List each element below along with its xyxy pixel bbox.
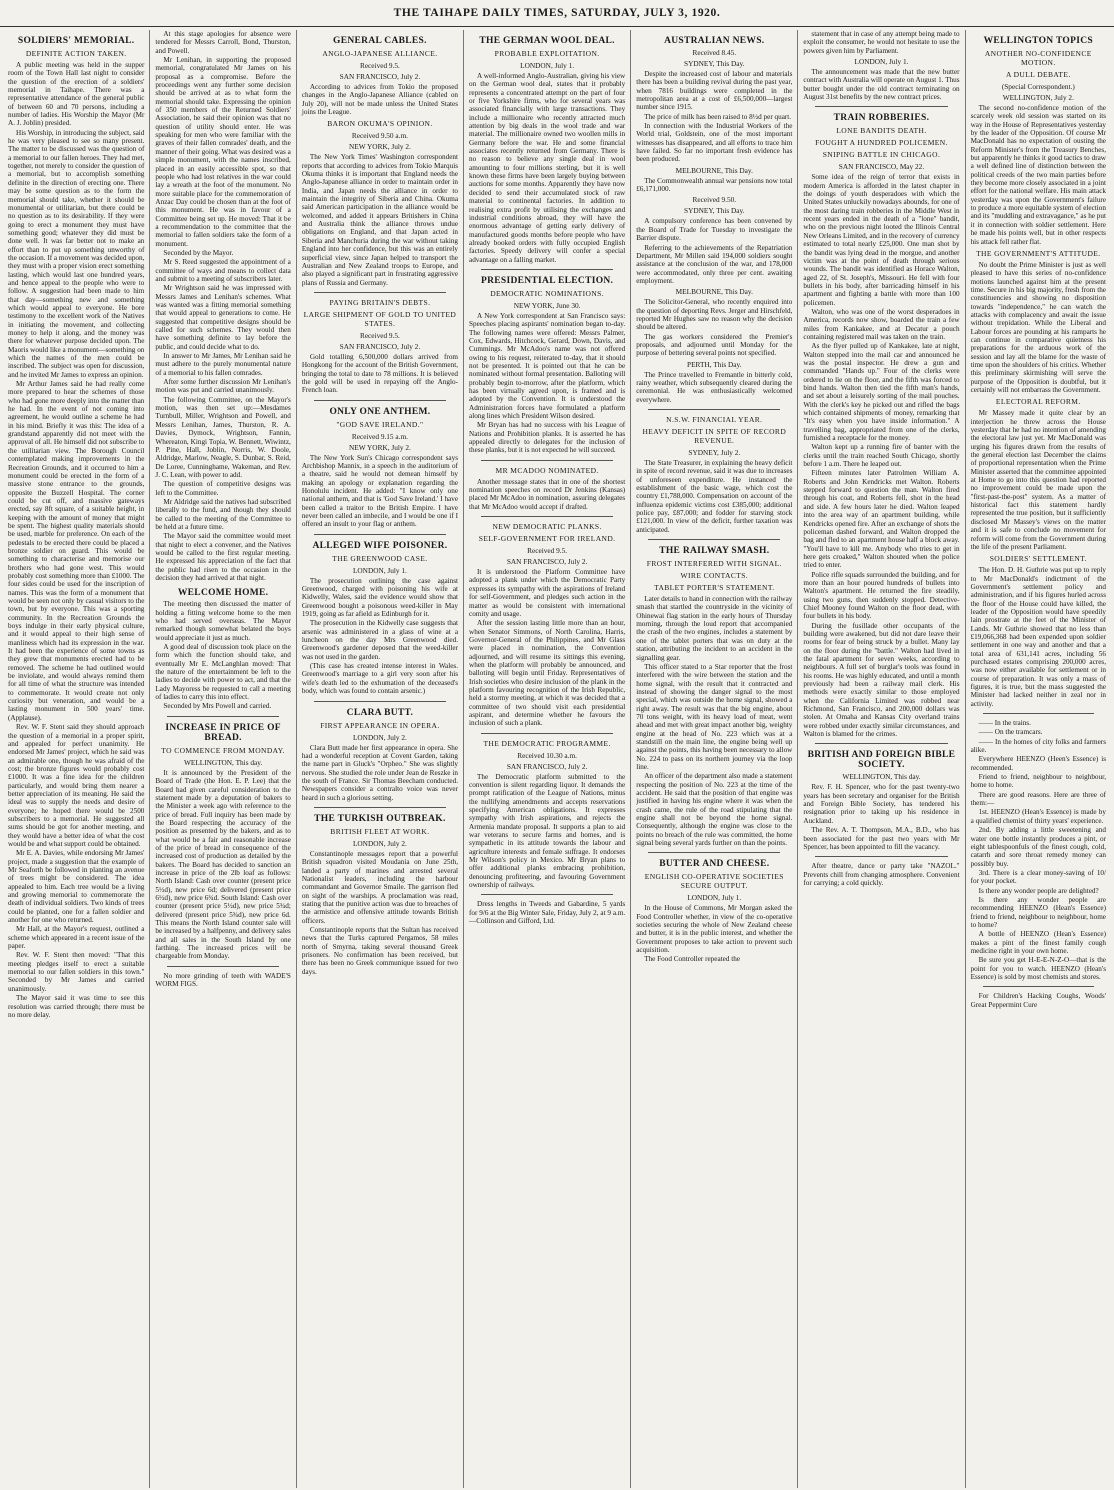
article-headline: BRITISH AND FOREIGN BIBLE SOCIETY. — [807, 750, 956, 771]
column-3 — [296, 30, 463, 1488]
article-paragraph: 3rd. There is a clear money-saving of 10/ for your pocket. — [970, 868, 1106, 886]
article-headline: THE RAILWAY SMASH. — [659, 546, 770, 557]
article-dateline: Received 9.5. — [359, 61, 400, 70]
article-paragraph: It is understood the Platform Committee have adopted a plank under which the Democratic Party expresses its sympathy with the aspirations of Ireland for self-Government, and pledges such action in the matter as would be consistent with international comity and usage. — [469, 568, 626, 618]
article-paragraph: This officer stated to a Star reporter that the frost interfered with the wire between the station and the home signal, with the result that it contracted and instead of showing the danger signal to the most special, which was outside the home signal, showed a right away. The result was that the big engine, about 70 tons weight, with its heavy load of meat, went ahead and met with great impact another big, weighty engine at the head of No. 223 which was at a standstill on the main line, the engine being well up against the points, this having been necessary to allow No. 224 to pass on its northern journey via the loop line. — [636, 662, 793, 771]
column-rule — [815, 856, 947, 857]
article-paragraph: Mr Arthur James said he had really come more prepared to hear the schemes of those who had gone more deeply into the matter than he had. In the event of not coming into agreement, he would outline a scheme he had in his mind. Briefly it was this: The idea of a grandstand apparently did not meet with the approval of all. He himself did not subscribe to the utilitarian view. The Borough Council contemplated making improvements in the Recreation Grounds, and it occurred to him a monument could be erected in the form of a massive stone entrance to the grounds, opposite the Buzzell Hospital. The corner could be cut off, and massive gateways erected, say 8ft square, of a suitable height, in keeping with the amount of money that might be spent. The highest quality materials should be used, marble for preference. On each of the pedestals to be erected there could be placed a bronze soldier on guard. This would be something to characterise and memorise our brothers who had gone west. This would probably cost something more than £1000. The four sides could be used for the inscription of names. This was the form of a monument that would be seen not only by casual visitors to the town, but by everyone. This was a sporting community. In the Recreation Grounds the boys indulge in their early physical culture, and it would appeal to their high sense of manliness which had its expression in the war. It had been the experience of some towns as they grew that monuments erected had to be removed. The scheme he had outlined would be inviolate, and would always remind them for all time of what the structure was intended to commemorate. It would create not only curiosity but veneration, and would be a lasting monument in 500 years' time. (Applause). — [8, 380, 145, 722]
article-subheading: ANOTHER NO-CONFIDENCE MOTION. — [984, 49, 1092, 67]
article-paragraph: 2nd. By adding a little sweetening and water one bottle instantly produces a pint, or eight tablespoonfuls of the finest cough, cold, catarrh and sore throat remedy money can possibly buy. — [970, 826, 1106, 868]
column-2 — [149, 30, 295, 1488]
article-subheading: MR MCADOO NOMINATED. — [495, 465, 599, 475]
article-subheading: TABLET PORTER'S STATEMENT. — [654, 583, 775, 593]
article-paragraph: Mr Massey made it quite clear by an interjection he threw across the House yesterday that he had no intention of amending the electoral law just yet. Mr MacDonald was urging his figures drawn from the results of the general election last December the claims of proportional representation when the Prime Minister asserted that the committee appointed at Home to go into this question had reported no improvement could be made upon the "first-past-the-post" system. As a matter of historical fact this statement hardly represented the true position, but it sufficiently disclosed Mr Massey's views on the matter and it is safe to conclude no movement for reform will come from the Government during the life of the present Parliament. — [970, 409, 1106, 551]
article-dateline: MELBOURNE, This Day. — [675, 165, 753, 175]
article-paragraph: Some idea of the reign of terror that exists in modern America is afforded in the latest chapter in the doings of youth desperadoes with which the United States unluckily nowadays abounds, for one of the most daring train robberies in the Middle West in recent years ended in the death of a "lone" bandit, who on the previous night looted the Illinois Central New Orleans Limited, and in the recovery of currency estimated to total nearly £25,000. One man shot by the bandit was lying dead in the morgue, and another victim was at the point of death through serious wounds. The bandit was identified as Horace Walton, aged 22, of St. Joseph's, Missouri. He fell with four bullets in his body, after barricading himself in his apartment and fighting a battle with more than 100 policemen. — [803, 173, 960, 307]
column-rule — [481, 733, 613, 734]
article-subheading: "GOD SAVE IRELAND." — [336, 419, 424, 429]
article-headline: WELCOME HOME. — [177, 588, 269, 599]
article-dateline: LONDON, July 1. — [687, 893, 742, 903]
article-dateline: SYDNEY, July 2. — [688, 448, 741, 457]
article-paragraph: After some further discussion Mr Lenihan's motion was put and carried unanimously. — [155, 378, 291, 395]
column-rule — [481, 460, 613, 461]
article-subheading: SELF-GOVERNMENT FOR IRELAND. — [478, 534, 616, 544]
article-dateline: WELLINGTON, This day. — [842, 772, 921, 782]
column-rule — [314, 292, 446, 293]
article-subheading: TO COMMENCE FROM MONDAY. — [161, 745, 285, 755]
article-paragraph: Seconded by the Mayor. — [163, 248, 234, 257]
article-paragraph: The prosecution outlining the case against Greenwood, charged with poisoning his wife at Kidwelly, Wales, said the evidence would show that Greenwood bought a poisonous weed-killer in May 1919, going as far afield as Edinburgh for it. — [301, 576, 459, 619]
article-paragraph: A well-informed Anglo-Australian, giving his view on the German wool deal, states that it probably represents a concentrated attempt on the part of four or five Yorkshire firms, who for several years was associated financially with large transactions. They include a millionaire who recently attracted much attention by big deals in the wool trade and war material. The millionaire owned two woollen mills in Germany before the war. He and some financial associates recently returned from Germany. There is no reason to believe any single deal in wool amounting to four millions sterling, but it is well known these firms have been largely buying between auctions for some months. Apparently they have now decided to send their accumulated stock of raw material to continental factories. In addition to realising extra profit by utilising the exchanges and industrial conditions abroad, they will have the enormous advantage of getting early delivery of manufactured goods months before people who have already booked orders with fully occupied English factories. Speedy delivery will confer a special advantage on a falling market. — [469, 72, 626, 264]
article-paragraph: His Worship, in introducing the subject, said he was very pleased to see so many present. The matter to be discussed was the question of a memorial to our fallen heroes. They had met, together, not merely to consider the question of a memorial, but to accomplish something definite in the direction of erecting one. There may be some question as to the form the memorial should take, whether it should be monumental or utilitarian, but there could be no question as to its desirability. If they were going to erect a monument they must have something good; whatever they did must be done well. It was far better not to make an effort than to put up something unworthy of the occasion. If a movement was decided upon, they must with a proper vision erect something lasting, which would last one hundred years, and hence appeal to the people who were to follow. A suggestion had been made to him that day—something new and something which would appeal to everyone. He bore testimony to the excellent work of the Natives in initiating the movement, and collecting money to help it along, and the money was there for whatever purpose decided upon. The Maoris would like a monument—something on which the names of the men could be inscribed. The subject was open for discussion, and he invited Mr James to express an opinion. — [8, 128, 145, 379]
article-paragraph: —— In the trains. — [978, 719, 1031, 728]
article-paragraph: Walton kept up a running fire of banter with the clerks until the train reached South Chicago, shortly before 1 a.m. There he leaped out. — [803, 443, 960, 469]
article-paragraph: (This case has created intense interest in Wales. Greenwood's marriage to a girl very soon after his wife's death led to the exhumation of the deceased's body, which was found to contain arsenic.) — [301, 662, 459, 696]
article-paragraph: Seconded by Mrs Powell and carried. — [163, 702, 272, 711]
article-subheading: THE GREENWOOD CASE. — [332, 553, 428, 563]
article-dateline: SYDNEY, This Day. — [684, 206, 745, 216]
article-dateline: LONDON, July 1. — [854, 57, 909, 67]
article-paragraph: A good deal of discussion took place on the form which the function should take, and eventually Mr E. McLanghlan moved: That the nature of the entertainment be left to the ladies to decide with power to act, and that the Lady Mayoress be requested to call a meeting of ladies to carry this into effect. — [155, 643, 291, 702]
article-subheading: DEFINITE ACTION TAKEN. — [25, 49, 127, 58]
article-headline: AUSTRALIAN NEWS. — [664, 36, 765, 46]
article-dateline: LONDON, July 2. — [352, 732, 407, 742]
column-rule — [167, 716, 278, 717]
article-paragraph: Mr Bryan has had no success with his League of Nations and Prohibition planks. It is asserted he has appealed directly to delegates for the inclusion of these planks, but it is not expected he will succeed. — [469, 421, 626, 455]
article-headline: ALLEGED WIFE POISONER. — [312, 540, 448, 551]
article-paragraph: No doubt the Prime Minister is just as well pleased to have this series of no-confidence motions launched against him at the present time. Secure in his big majority, fresh from the constituencies and showing no disposition towards "independence," he can watch the attacks with complacency and await the issue without trepidation. While the Liberal and Labour forces are pounding at his ramparts he can continue in comparative quietness his preparations for the arduous work of the session and lay all the blame for the waste of time upon the shoulders of his critics. Whether this preliminary skirmishing will serve the purpose of the Opposition is doubtful, but it certainly will not embarrass the Government. — [970, 260, 1106, 394]
article-paragraph: Mr Hall, at the Mayor's request, outlined a scheme which appeared in a recent issue of the paper. — [8, 925, 145, 951]
column-rule — [815, 743, 947, 744]
article-dateline: Received 9.5. — [359, 330, 400, 340]
article-subheading: THE GOVERNMENT'S ATTITUDE. — [976, 248, 1101, 258]
article-paragraph: Is there any wonder people are delighted? — [978, 886, 1099, 895]
article-headline: GENERAL CABLES. — [333, 36, 427, 46]
article-dateline: MELBOURNE, This Day. — [675, 287, 753, 297]
article-paragraph: The Commonwealth annual war pensions now total £6,171,000. — [636, 176, 793, 194]
article-dateline: Received 9.15 a.m. — [351, 431, 408, 441]
article-paragraph: Constantinople reports that the Sultan has received news that the Turks captured Pergamos, 58 miles north of Smyrna, taking several thousand Greek prisoners. No confirmation has been received, but there has been no Greek communique issued for two days. — [301, 926, 459, 976]
article-paragraph: Is there any wonder people are recommending HEENZO (Hean's Essence) friend to friend, neighbour to neighbour, home to home? — [970, 895, 1106, 929]
article-subheading: FOUGHT A HUNDRED POLICEMEN. — [815, 138, 948, 148]
article-paragraph: Mr Lenihan, in supporting the proposed memorial, congratulated Mr James on his proposal as a compromise. Before the proceedings went any further some decision should be arrived at as to what form the memorial should take. Expressing the opinion of 350 members of the Returned Soldiers' Association, he said their opinion was that no question of utility should enter. He was speaking for men who were familiar with the graves of their fallen comrades' death, and the manner of their going. What was desired was a simple monument, with the names inscribed, placed in an easily accessible spot, so that people who had lost relatives in the war could lay a wreath at the foot of the monument. No more suitable place for the commemoration of Anzac Day could be chosen than at the foot of this monument. He was in favour of a Committee being set up. He moved: That it be a recommendation to the committee that the memorial to fallen soldiers take the form of a monument. — [155, 56, 291, 248]
article-paragraph: The Rev. A. T. Thompson, M.A., B.D., who has been associated for the past two years with Mr Spencer, has been appointed to fill the vacancy. — [803, 826, 960, 851]
article-paragraph: Rev. W. F. Stent said they should approach the question of a memorial in a proper spirit, and appealed for perfect unanimity. He endorsed Mr James' project, which he said was an admirable one, though he was afraid of the cost; the bronze figures would probably cost £1000. It was a fine idea for the children particularly, and would bring them nearer a better appreciation of its meaning. He said the ideal was to supply the needs and desire of everyone; he hoped there would be 2500 subscribers to a memorial. He suggested all sums should be got for another meeting, and they would have a better idea of what the cost would be and what support could be obtained. — [8, 723, 145, 848]
article-paragraph: Another message states that in one of the shortest nomination speeches on record Dr Jenkins (Kansas) placed Mr McAdoo in nomination, assuring delegates that Mr McAdoo would accept if drafted. — [469, 477, 626, 511]
article-dateline: WELLINGTON, This day. — [183, 757, 263, 767]
article-paragraph: The announcement was made that the new butter contract with Australia will operate on August 1. Thus butter bought under the old contract terminating on August 31st benefits by the new contract prices. — [803, 68, 960, 102]
article-paragraph: Gold totalling 6,500,000 dollars arrived from Hongkong for the account of the British Government, bringing the total to date to 78 millions. It is believed the gold will be used in repaying off the Anglo-French loan. — [301, 352, 459, 395]
article-paragraph: It is announced by the President of the Board of Trade (the Hon. E. P. Lee) that the Board had given careful consideration to the statement made by a deputation of bakers to the Minister a week ago with reference to the price of bread. Full inquiry has been made by the Board respecting the accuracy of the position as presented by the bakers, and as to what would be a fair and reasonable increase of the price of bread in consequence of the increased cost of production as detailed by the bakers. The Board has decided to sanction an increase in price of the 2lb loaf as follows: North Island: Cash over counter (present price 5½d), new price 6d; delivered (present price 6½d), new price 6¾d. South Island: Cash over counter (present price 5½d), new price 5¾d; delivered (present price 5¾d), new price 6d. This means the North Island counter sale will be increased by a halfpenny, and delivery sales and all sales in the South Island by one farthing. The increased prices will be chargeable from Monday. — [155, 768, 291, 961]
article-paragraph: In connection with the Industrial Workers of the World trial, Goldstein, one of the most important witnesses has disappeared, and all efforts to trace him have failed. So far no important fresh evidence has been produced. — [636, 122, 793, 164]
article-dateline: Received 9.50 a.m. — [351, 131, 408, 141]
article-subheading: ANGLO-JAPANESE ALLIANCE. — [322, 49, 438, 58]
column-7 — [965, 30, 1111, 1488]
article-subheading: BARON OKUMA'S OPINION. — [327, 119, 433, 129]
column-6 — [797, 30, 964, 1488]
article-paragraph: The Democratic platform submitted to the convention is silent regarding liquor. It demands the prompt ratification of the League of Nations, minus the nullifying amendments and accepts reservations specifying American obligations. It expresses sympathy with Irish aspirations, and rejects the Armenia mandate proposal. It supports a plan to aid war veterans to secure farms and homes, and is sympathetic in its attitude towards the labour and agriculture interests and female suffrage. It endorses Mr Wilson's policy in Mexico. Mr Bryan plans to offer additional planks embracing prohibition, denouncing profiteering, and favouring Government ownership of railways. — [469, 772, 626, 890]
article-paragraph: —— On the tramcars. — [978, 728, 1043, 737]
article-dateline: PERTH, This Day. — [687, 359, 742, 369]
article-paragraph: Police rifle squads surrounded the building, and for more than an hour poured hundreds of bullets into Walton's apartment. He returned the fire steadily, using two guns, then suddenly stopped. Detective-Chief Mooney found Walton on the floor dead, with four bullets in his body. — [803, 570, 960, 621]
column-rule — [648, 409, 780, 410]
article-headline: PRESIDENTIAL ELECTION. — [480, 275, 614, 286]
article-subheading: SOLDIERS' SETTLEMENT. — [989, 554, 1087, 564]
article-dateline: SAN FRANCISCO, May 22. — [838, 162, 925, 172]
article-dateline: WELLINGTON, July 2. — [1002, 93, 1074, 102]
article-paragraph: The New York Sun's Chicago correspondent says Archbishop Mannix, in a speech in the auditorium of a theatre, said he would not demean himself by making an apology or explanation regarding the Honolulu incident. He added: "I know only one national anthem, and that is 'God Save Ireland.' I have been called a traitor to the British Empire. I have never been called an imbecile, and I would be one if I offered an insult to your flag or anthem. — [301, 453, 459, 529]
article-paragraph: The Mayor said it was time to see this resolution was carried through; there must be no more delay. — [8, 994, 145, 1019]
article-paragraph: An officer of the department also made a statement respecting the position of No. 223 at the time of the accident. He said that the position of that engine was justified in having his engine where it was when the crash came, the rule of the road stipulating that the engine shall not be beyond the home signal. Consequently, although the engine was close to the points no breach of the rule was committed, the home signal being several yards further on than the points. — [636, 772, 793, 848]
column-rule — [481, 516, 613, 517]
article-paragraph: Despite the increased cost of labour and materials there has been a building revival during the past year, when 7816 buildings were completed in the metropolitan area at a cost of £6,500,000—largest number since 1915. — [636, 70, 793, 112]
column-1 — [3, 30, 149, 1488]
column-rule — [481, 269, 613, 270]
article-paragraph: After the session lasting little more than an hour, when Senator Simmons, of North Carolina, Harris, Governor-General of the Philippines, and Mr Glass were placed in nomination, the Convention adjourned, and will resume its sittings this evening, when the platform will probably be announced, and balloting will begin until Friday. Representatives of Irish societies who desire inclusion of the plank in the platform favouring recognition of the Irish Republic, held a stormy meeting, at which it was decided that a committee of two should visit each presidential aspirant, and determine whether he favours the inclusion of such a plank. — [469, 619, 626, 728]
article-paragraph: The New York Times' Washington correspondent reports that according to advices from Tokio Marquis Okuma thinks it is important that England needs the Anglo-Japanese alliance in order to maintain order in India, and Japan needs the alliance in order to maintain the integrity of Siberia and China. Okuma said American participation in the alliance would be welcomed, and added it appears Britishers in China and Australia think the alliance throws undue obligations on England, and that Japan acted in Siberia and Manchuria during the war without taking England into her confidence, but this was an entirely superficial view, since Japan helped to transport the Australian and New Zealand troops to Europe, and also played a significant part in frustrating aggressive plans of Russia and Germany. — [301, 153, 459, 287]
article-paragraph: There are good reasons. Here are three of them:— — [970, 790, 1106, 808]
article-subheading: THE DEMOCRATIC PROGRAMME. — [483, 738, 611, 748]
article-subheading: WIRE CONTACTS. — [680, 571, 749, 581]
article-paragraph: The following Committee, on the Mayor's motion, was then set up:—Mesdames Turnbull, Miller, Wrightson and Powell, and Messrs Lenihan, James, Thurston, R. A. Davies, Dymock, Wrightson, Fannin, Whereaton, Kingi Topia, W. Bennett, Wiwintz, P. Pine, Hall, Joblin, Norris, W. Doole, Aldridge, Marlow, Neagle, S. Dunbar, S. Reid, De Loree, Cunninghame, Wakeman, and Rev. J. C. Lean, with power to add. — [155, 395, 291, 479]
article-paragraph: A bottle of HEENZO (Hean's Essence) makes a pint of the finest family cough medicine right in your own home. — [970, 930, 1106, 955]
article-paragraph: Mr Wrightson said he was impressed with Messrs James and Lenihan's schemes. What was wanted was a fitting memorial something that would appeal to generations to come. He suggested that competitive designs should be called for such schemes. They would then have something definite to lay before the public, and could decide what to do. — [155, 284, 291, 351]
article-paragraph: During the fusillade other occupants of the building were awakened, but did not dare leave their rooms for fear of being struck by a bullet. Many lay on the floor during the "battle." Walton had lived in the fatal apartment for seven weeks, according to neighbours. A full set of burglar's tools was found in his rooms. He was highly educated, and until a month previously had been a railway mail clerk. His methods were exactly similar to those employed when the California Limited was robbed near Richmond, San Francisco, and 200,000 dollars was stolen. At Omaha and Kansas City overland trains were robbed under exactly similar circumstances, and Walton is blamed for the crimes. — [803, 621, 960, 739]
article-paragraph: At this stage apologies for absence were tendered for Messrs Carroll, Bond, Thurston, and Powell. — [155, 30, 291, 55]
masthead-title: THE TAIHAPE DAILY TIMES, SATURDAY, JULY 3, 1920. — [393, 7, 721, 19]
columns — [3, 30, 1111, 1488]
article-dateline: SAN FRANCISCO, July 2. — [506, 761, 588, 771]
column-rule — [167, 966, 278, 967]
article-paragraph: The Food Controller repeated the — [644, 955, 741, 964]
article-paragraph: Fifteen minutes later Patrolmen William A. Roberts and John Kendricks met Walton. Roberts stepped forward to question the man. Walton fired through his coat, and Roberts fell, shot in the head and side. A few hours later he died. Walton leaped into the area way of an apartment building, while Kendricks opened fire. After an exchange of shots the policeman dashed forward, and Walton dropped the bag and fled to an apartment house half a block away. "You'll have to kill me. Anybody who tries to get in here gets croaked," Walton shouted when the police tried to enter. — [803, 469, 960, 570]
article-headline: THE GERMAN WOOL DEAL. — [479, 36, 615, 46]
article-paragraph: Be sure you get H-E-E-N-Z-O—that is the point for you to watch. HEENZO (Hean's Essence) is sold by most chemists and stores. — [970, 956, 1106, 981]
article-dateline: NEW YORK, July 2. — [349, 142, 411, 152]
article-headline: INCREASE IN PRICE OF BREAD. — [165, 722, 281, 743]
article-dateline: SAN FRANCISCO, July 2. — [506, 557, 588, 567]
article-headline: CLARA BUTT. — [346, 707, 414, 718]
article-headline: WELLINGTON TOPICS — [983, 36, 1093, 46]
article-paragraph: The prosecution in the Kidwelly case suggests that arsenic was administered in a glass of wine at a luncheon on the day Mrs Greenwood died. Greenwood's gardener deposed that the weed-killer was not used in the garden. — [301, 619, 459, 661]
article-subheading: N.S.W. FINANCIAL YEAR. — [666, 415, 763, 424]
article-paragraph: Referring to the achievements of the Repatriation Department, Mr Millen said 194,000 soldiers sought assistance at the conclusion of the war, and 178,000 were accommodated, only three per cent. awaiting employment. — [636, 243, 793, 285]
article-paragraph: Mr S. Reed suggested the appointment of a committee of ways and means to collect data and submit to a meeting of subscribers later. — [155, 258, 291, 283]
article-dateline: Received 9.5. — [527, 546, 568, 556]
article-paragraph: According to advices from Tokio the proposed changes in the Anglo-Japanese Alliance (cabled on July 20), will not be made unless the United States joins the League. — [301, 83, 459, 117]
column-rule — [648, 852, 780, 853]
article-subheading: DEMOCRATIC NOMINATIONS. — [490, 288, 604, 298]
article-subheading: ENGLISH CO-OPERATIVE SOCIETIES SECURE OUTPUT. — [644, 872, 784, 891]
article-paragraph: statement that in case of any attempt being made to exploit the consumer, he would not hesitate to use the powers given him by Parliament. — [803, 30, 960, 55]
article-paragraph: The question of competitive designs was left to the Committee. — [155, 480, 291, 497]
article-paragraph: The meeting then discussed the matter of holding a fitting welcome home to the men who had served overseas. The Mayor remarked though somewhat belated the boys would appreciate it just as much. — [155, 600, 291, 642]
article-paragraph: The second no-confidence motion of the scarcely week old session was started on its way in the House of Representatives yesterday by the leader of the Opposition. Of course Mr MacDonald has no expectation of ousting the Reform Minister's from the Treasury Benches, but apparently he thinks it good tactics to draw a well defined line of distinction between the political creeds of the two main parties before they become more closely associated in a joint effort for the national welfare. His main attack yesterday was upon the Government's failure to produce a more equitable system of election and its "muddling and extravagance," as he put it in connection with soldier settlement. Here he made his points well, but in other respects his attack fell rather flat. — [970, 104, 1106, 246]
article-dateline: LONDON, July 1. — [352, 565, 407, 575]
article-subheading: PROBABLE EXPLOITATION. — [494, 49, 600, 58]
article-paragraph: Constantinople messages report that a powerful British squadron visited Moudania on June 25th, landed a party of marines and arrested several Nationalist leaders, including the harbour commandant and Governor Smaile. The garrison fled on sight of the warships. A proclamation was read, stating that the punitive action was due to breaches of the armistice and offensive attitude towards British officers. — [301, 849, 459, 925]
article-paragraph: The Hon. D. H. Guthrie was put up to reply to Mr MacDonald's indictment of the Government's settlement policy and administration, and if his figures hurled across the floor of the House could have killed, the leader of the Opposition would have speedily lain prostrate at the feet of the Minister of Lands. Mr Guthrie showed that no less than £19,066,368 had been expended upon soldier settlement in one way and another and that a total area of 631,141 acres, including 56 purchased estates comprising 200,000 acres, was now either available for settlement or in course of preparation. It was only a mass of figures, it is true, but the mass suggested the Minister had lacked neither in zeal nor in activity. — [970, 566, 1106, 708]
article-dateline: Received 9.50. — [692, 195, 737, 205]
article-dateline: (Special Correspondent.) — [1001, 82, 1075, 91]
article-paragraph: In answer to Mr James, Mr Lenihan said he must adhere to the purely monumental nature of a memorial to his fallen comrades. — [155, 352, 291, 377]
article-paragraph: The Prince travelled to Fremantle in bitterly cold, rainy weather, which subsequently cleared during the ceremonial. He was enthusiastically welcomed everywhere. — [636, 370, 793, 404]
article-subheading: LARGE SHIPMENT OF GOLD TO UNITED STATES. — [303, 309, 457, 328]
column-rule — [983, 713, 1094, 714]
article-dateline: LONDON, July 2. — [352, 838, 407, 848]
article-paragraph: The gas workers considered the Premier's proposals, and adjourned until Monday for the purpose of bettering several points not specified. — [636, 332, 793, 358]
article-paragraph: The State Treasurer, in explaining the heavy deficit in spite of record revenue, said it was due to increases of unforeseen expenditure. He instanced the establishment of the basic wage, which cost the country £1,788,000. Compensation on account of the influenza epidemic victims cost £385,000; additional police pay, £87,000; and fodder for starving stock £121,000. In view of the deficit, further taxation was anticipated. — [636, 459, 793, 534]
article-subheading: BRITISH FLEET AT WORK. — [330, 826, 430, 836]
article-paragraph: —— In the homes of city folks and farmers alike. — [970, 737, 1106, 755]
article-paragraph: No more grinding of teeth with WADE'S WORM FIGS. — [155, 971, 291, 989]
article-paragraph: Mr E. A. Davies, while endorsing Mr James' project, made a suggestion that the example of Mr Seaforth be followed in planting an avenue of trees might be considered. The idea appealed to him. Each tree would be a living and growing memorial to commemorate the death of individual soldiers. Two kinds of trees could be planted, one for a fallen soldier and another for one who returned. — [8, 849, 145, 925]
article-subheading: NEW DEMOCRATIC PLANKS. — [492, 522, 602, 532]
article-subheading: ELECTORAL REFORM. — [995, 397, 1081, 407]
article-headline: BUTTER AND CHEESE. — [659, 859, 770, 870]
article-paragraph: For Children's Hacking Coughs, Woods' Great Peppermint Cure — [970, 992, 1106, 1009]
article-headline: ONLY ONE ANTHEM. — [329, 406, 431, 417]
article-subheading: A DULL DEBATE. — [1005, 70, 1071, 79]
article-subheading: HEAVY DEFICIT IN SPITE OF RECORD REVENUE. — [642, 427, 787, 445]
article-paragraph: A compulsory conference has been convened by the Board of Trade for Tuesday to investigate the Barrier dispute. — [636, 217, 793, 243]
article-paragraph: Walton, who was one of the worst desperadoes in America, records now show, boarded the train a few miles from Kankakee, and at Decatur a pouch containing registered mail was taken on the train. — [803, 307, 960, 341]
column-rule — [314, 701, 446, 702]
article-dateline: NEW YORK, June 30. — [513, 300, 581, 310]
article-dateline: Received 10.30 a.m. — [517, 750, 577, 760]
column-5 — [630, 30, 797, 1488]
article-subheading: FIRST APPEARANCE IN OPERA. — [320, 720, 440, 730]
column-rule — [648, 539, 780, 540]
article-subheading: LONE BANDITS DEATH. — [836, 126, 927, 136]
article-subheading: FROST INTERFERED WITH SIGNAL. — [646, 559, 782, 569]
article-paragraph: Mr Aldridge said the natives had subscribed liberally to the fund, and though they should be called to the meeting of the Committee to be held at a future time. — [155, 497, 291, 531]
article-paragraph: Later details to hand in connection with the railway smash that startled the countryside in the vicinity of Ohinewai flag station in the early hours of Thursday morning, through the loud report that accompanied the crash of the two engines, includes a statement by one of the tablet porters that was on duty at the station, attributing the incident to an accident in the signalling gear. — [636, 595, 793, 662]
article-paragraph: After theatre, dance or party take "NAZOL." Prevents chill from changing atmosphere. Convenient for carrying; a cold quickly. — [803, 862, 960, 887]
masthead — [0, 0, 1114, 27]
article-headline: SOLDIERS' MEMORIAL. — [17, 36, 135, 46]
column-rule — [983, 986, 1094, 987]
column-rule — [314, 534, 446, 535]
article-headline: TRAIN ROBBERIES. — [833, 113, 930, 124]
article-dateline: NEW YORK, July 2. — [349, 442, 411, 452]
column-rule — [314, 807, 446, 808]
article-headline: THE TURKISH OUTBREAK. — [314, 813, 446, 824]
article-paragraph: Clara Butt made her first appearance in opera. She had a wonderful reception at Covent Garden, taking the name part in Gluck's "Orpheo." She was slightly nervous. She studied the role under Jean de Reszke in the south of France. Sir Thomas Beecham conducted. Newspapers consider a contralto voice was never heard in such a glorious setting. — [301, 743, 459, 802]
column-rule — [314, 400, 446, 401]
article-paragraph: Dress lengths in Tweeds and Gabardine, 5 yards for 9/6 at the Big Winter Sale, Friday, July 2, at 9 a.m. —Collinson and Gifford, Ltd. — [469, 900, 626, 926]
column-rule — [481, 894, 613, 895]
article-paragraph: Everywhere HEENZO (Heen's Essence) is recommended. — [970, 755, 1106, 772]
article-paragraph: Friend to friend, neighbour to neighbour, home to home. — [970, 773, 1106, 790]
column-4 — [463, 30, 630, 1488]
article-paragraph: The Mayor said the committee would meet that night to elect a convener, and the Natives would be called to the first regular meeting. He expressed his appreciation of the fact that the public had risen to the occasion in the decision they had arrived at that night. — [155, 532, 291, 582]
article-paragraph: As the flyer pulled up of Kankakee, late at night, Walton stepped into the mail car and announced he was the postal inspector. He drew a gun and commanded "Hands up." Four of the clerks were ordered to lie on the floor, and the fifth was forced to bind hands. Walton then tied the fifth man's hands, and set about a leisurely sorting of the mail pouches. With the clerk's key he picked out and rifled the bags which contained shipments of money, remarking that "It's easy when you have inside information." A travelling bag, appropriated from one of the clerks, furnished a receptacle for the money. — [803, 342, 960, 443]
article-paragraph: The price of milk has been raised to 8½d per quart. — [644, 112, 792, 121]
article-paragraph: Rev. W. F. Stent then moved: "That this meeting pledges itself to erect a suitable memorial to our fallen soldiers in this town." Seconded by Mr James and carried unanimously. — [8, 951, 145, 993]
article-dateline: SAN FRANCISCO, July 2. — [339, 341, 421, 351]
article-dateline: Received 8.45. — [692, 48, 737, 57]
column-rule — [815, 106, 947, 107]
article-subheading: PAYING BRITAIN'S DEBTS. — [329, 297, 431, 307]
article-dateline: SAN FRANCISCO, July 2. — [339, 72, 421, 81]
article-paragraph: Rev. F. H. Spencer, who for the past twenty-two years has been secretary and organiser for the British and Foreign Bible Society, has tendered his resignation prior to taking up his residence in Auckland. — [803, 783, 960, 825]
article-dateline: SYDNEY, This Day. — [684, 59, 745, 68]
article-paragraph: The Solicitor-General, who recently enquired into the question of deporting Revs. Jerger and Hirschfeld, reported Mr Hughes saw no reason why the decision should be altered. — [636, 298, 793, 332]
article-subheading: SNIPING BATTLE IN CHICAGO. — [822, 150, 941, 160]
article-paragraph: A New York correspondent at San Francisco says: Speeches placing aspirants' nomination began to-day. The following names were offered: Messrs Palmer, Cox, Edwards, Hitchcock, Gerard, Down, Davis, and Cummings. Mr McAdoo's name was not offered owing to his request, reiterated to-day, that it should not be presented. It is pointed out that he can be nominated without formal presentation. Balloting will probably begin to-morrow, after the platform, which has been virtually agreed upon, is framed and is adopted by the Convention. It is understood the Administration forces have formulated a platform along lines which President Wilson desired. — [469, 311, 626, 421]
article-paragraph: 1st. HEENZO (Hean's Essence) is made by a qualified chemist of thirty years' experience. — [970, 808, 1106, 825]
article-dateline: LONDON, July 1. — [520, 61, 575, 70]
article-paragraph: A public meeting was held in the supper room of the Town Hall last night to consider the question of the erection of a soldiers' memorial in Taihape. There was a representative attendance of the general public of between 60 and 70 persons, including a number of ladies. His Worship the Mayor (Mr A. J. Joblin) presided. — [8, 61, 145, 128]
article-paragraph: In the House of Commons, Mr Morgan asked the Food Controller whether, in view of the co-operative societies securing the whole of New Zealand cheese and butter, it is in the public interest, and whether the Government proposes to take action to prevent such acquisition. — [636, 904, 793, 955]
